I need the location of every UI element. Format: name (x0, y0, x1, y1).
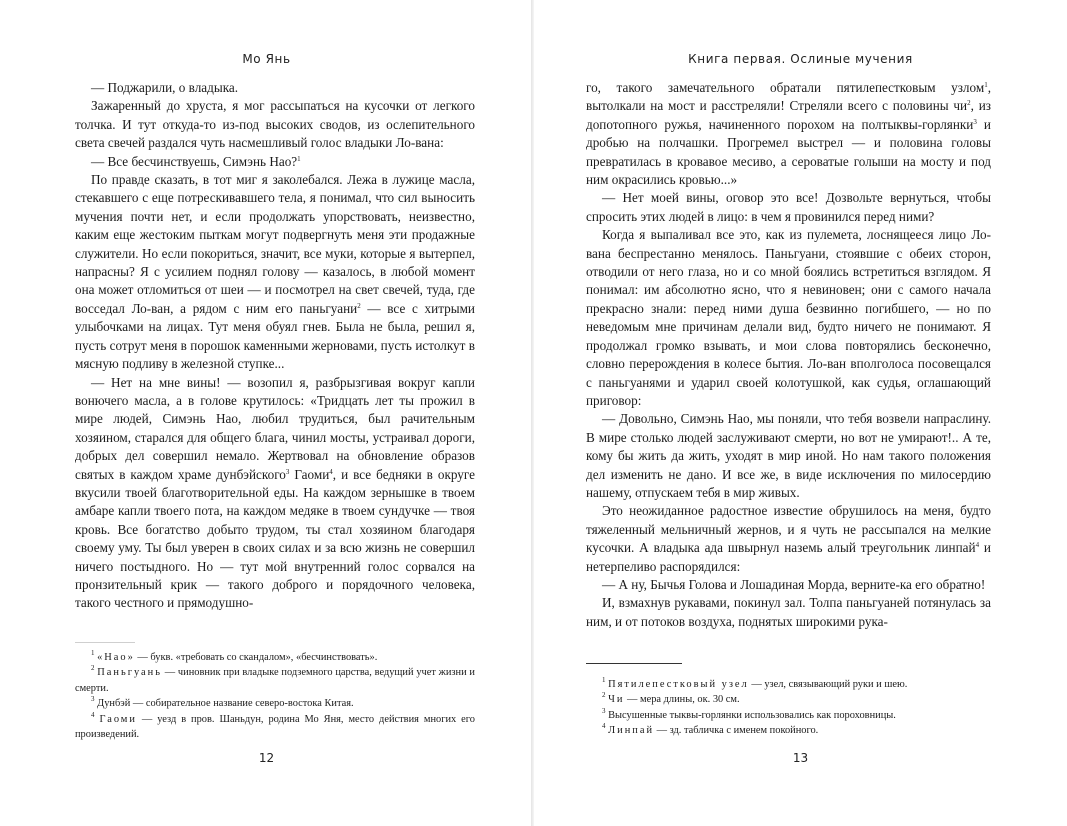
footnote: $^3$ Дунбэй — собирательное название северо-востока Китая. (91, 695, 354, 710)
page-number-right: 13 (792, 751, 809, 765)
paragraph: Когда я выпаливал все это, как из пулемета, лоснящееся лицо Ло-вана беспрестанно менялось. Паньгуани, стоявшие с обеих сторон, отводили от него глаза, но и со мной боялись встретиться взглядом. Я понимал: им абсолютно ясно, что я невиновен; они с самого начала прекрасно знали: перед ними душа безвинно погибшего, — но по неведомым мне причинам делали вид, будто ничего не понимают. Я продолжал громко взывать, и мои слова повторялись бесконечно, словно перерождения в колесе бытия. Ло-ван вполголоса посовещался с паньгуанями и ударил своей колотушкой, как судья, оглашающий приговор: (586, 227, 991, 408)
footnote: $^3$ Высушенные тыквы-горлянки использовались как пороховницы. (602, 706, 896, 721)
footnote: $^1$ Пятилепестковый узел — узел, связывающий руки и шею. (602, 676, 908, 690)
right-body-text (586, 79, 991, 631)
paragraph: И, взмахнув рукавами, покинул зал. Толпа паньгуаней потянулась за ним, и от потоков воздуха, поднятых широкими рука- (586, 595, 991, 629)
paragraph: Зажаренный до хруста, я мог рассыпаться на кусочки от легкого толчка. И тут откуда-то из-под высоких сводов, из ослепительного света свечей раздался чуть насмешливый голос владыки Ло-вана: (75, 98, 475, 151)
right-footnotes (586, 677, 991, 739)
footnote-mark: 2 (967, 99, 971, 108)
footnote: $^1$ «Нао» — букв. «требовать со скандалом», «бесчинствовать». (91, 649, 378, 663)
footnote-mark: 4 (329, 467, 333, 476)
left-page (0, 0, 533, 826)
right-page (534, 0, 1067, 826)
running-header-author: Мо Янь (242, 52, 291, 66)
footnote-mark: 4 (975, 541, 980, 550)
footnote: $^2$ Паньгуань — чиновник при владыке подземного царства, ведущий учет жизни и смерти. (75, 664, 475, 694)
footnote-mark: 2 (357, 301, 361, 310)
left-body-text (75, 79, 475, 613)
paragraph: — Все бесчинствуешь, Симэнь Нао?$^1$ (91, 153, 301, 169)
footnote-mark: 3 (285, 467, 290, 476)
footnote: $^4$ Линпай — зд. табличка с именем покойного. (602, 722, 819, 737)
footnote-divider (586, 663, 682, 664)
footnote: $^4$ Гаоми — уезд в пров. Шаньдун, родина Мо Яня, место действия многих его произведений. (75, 710, 475, 741)
paragraph: — Нет на мне вины! — возопил я, разбрызгивая вокруг капли вонючего масла, а в голове крутилось: «Тридцать лет ты прожил в мире людей, Симэнь Нао, любил трудиться, был рачительным хозяином, старался для общего блага, чинил мосты, устраивал дороги, добрых дел совершил немало. Жертвовал на обновление образов святых в каждом храме дунбэйского$^3$ Гаоми$^4$, и все бедняки в округе вкусили твоей благотворительной еды. На каждом зернышке в твоем амбаре капли твоего пота, на каждом медяке в твоем сундучке — твоя кровь. Все богатство добыто трудом, ты стал хозяином благодаря своему уму. Ты был уверен в своих силах и за всю жизнь не совершил ничего постыдного. Но — тут мой внутренний голос сорвался на пронзительный крик — такого доброго и порядочного человека, такого честного и прямодушно- (75, 374, 475, 611)
paragraph: — А ну, Бычья Голова и Лошадиная Морда, верните-ка его обратно! (602, 576, 986, 592)
footnote-mark: 1 (297, 154, 301, 163)
footnote-mark: 1 (984, 81, 988, 89)
left-footnotes (75, 650, 475, 742)
paragraph: — Поджарили, о владыка. (91, 80, 239, 95)
footnote-mark: 3 (973, 117, 977, 126)
page-number-left: 12 (258, 751, 275, 765)
footnote: $^2$ Чи — мера длины, ок. 30 см. (602, 691, 740, 706)
paragraph: — Довольно, Симэнь Нао, мы поняли, что тебя возвели напраслину. В мире столько людей заслуживают смерти, но вот не умирают!.. А те, кому бы жить да жить, уходят в мир иной. Но нам такого положения дел изменить не дано. И все же, в виде исключения по милосердию нашему, отпускаем тебя в мир живых. (586, 411, 991, 500)
running-header-chapter: Книга первая. Ослиные мучения (688, 52, 913, 66)
paragraph: го, такого замечательного обратали пятилепестковым узлом$^1$, вытолкали на мост и расстреляли! Стреляли всего с половины $чи^2$, из допотопного ружья, начиненного порохом на полтыквы-горлянки$^3$ и дробью на полчашки. Прогремел выстрел — и половина головы превратилась в кровавое месиво, а сероватые голыши на мосту и под ним окрасились кровью...» (586, 80, 991, 188)
paragraph: — Нет моей вины, оговор это все! Дозвольте вернуться, чтобы спросить этих людей в лицо: в чем я провинился перед ними? (586, 190, 991, 224)
paragraph: По правде сказать, в тот миг я заколебался. Лежа в лужице масла, стекавшего с еще потрескивавшего тела, я понимал, что сил выносить мучения почти нет, и если продолжать упорствовать, неизвестно, каким еще жестоким пыткам могут подвергнуть меня эти продажные служители. Но если покориться, значит, все муки, которые я вытерпел, напрасны? Я с усилием поднял голову — казалось, в любой момент она может отломиться от шеи — и посмотрел на свет свечей, туда, где восседал Ло-ван, а рядом с ним его паньгуани$^2$ — все с хитрыми улыбочками на лицах. Тут меня обуял гнев. Была не была, решил я, пусть сотрут меня в порошок каменными жерновами, пусть истолкут в мясную подливу в железной ступке... (75, 172, 475, 372)
paragraph: Это неожиданное радостное известие обрушилось на меня, будто тяжеленный мельничный жернов, и я чуть не рассыпался на мелкие кусочки. А владыка ада швырнул наземь алый треугольник линпай$^4$ и нетерпеливо распорядился: (586, 503, 991, 574)
footnote-divider (75, 642, 135, 643)
